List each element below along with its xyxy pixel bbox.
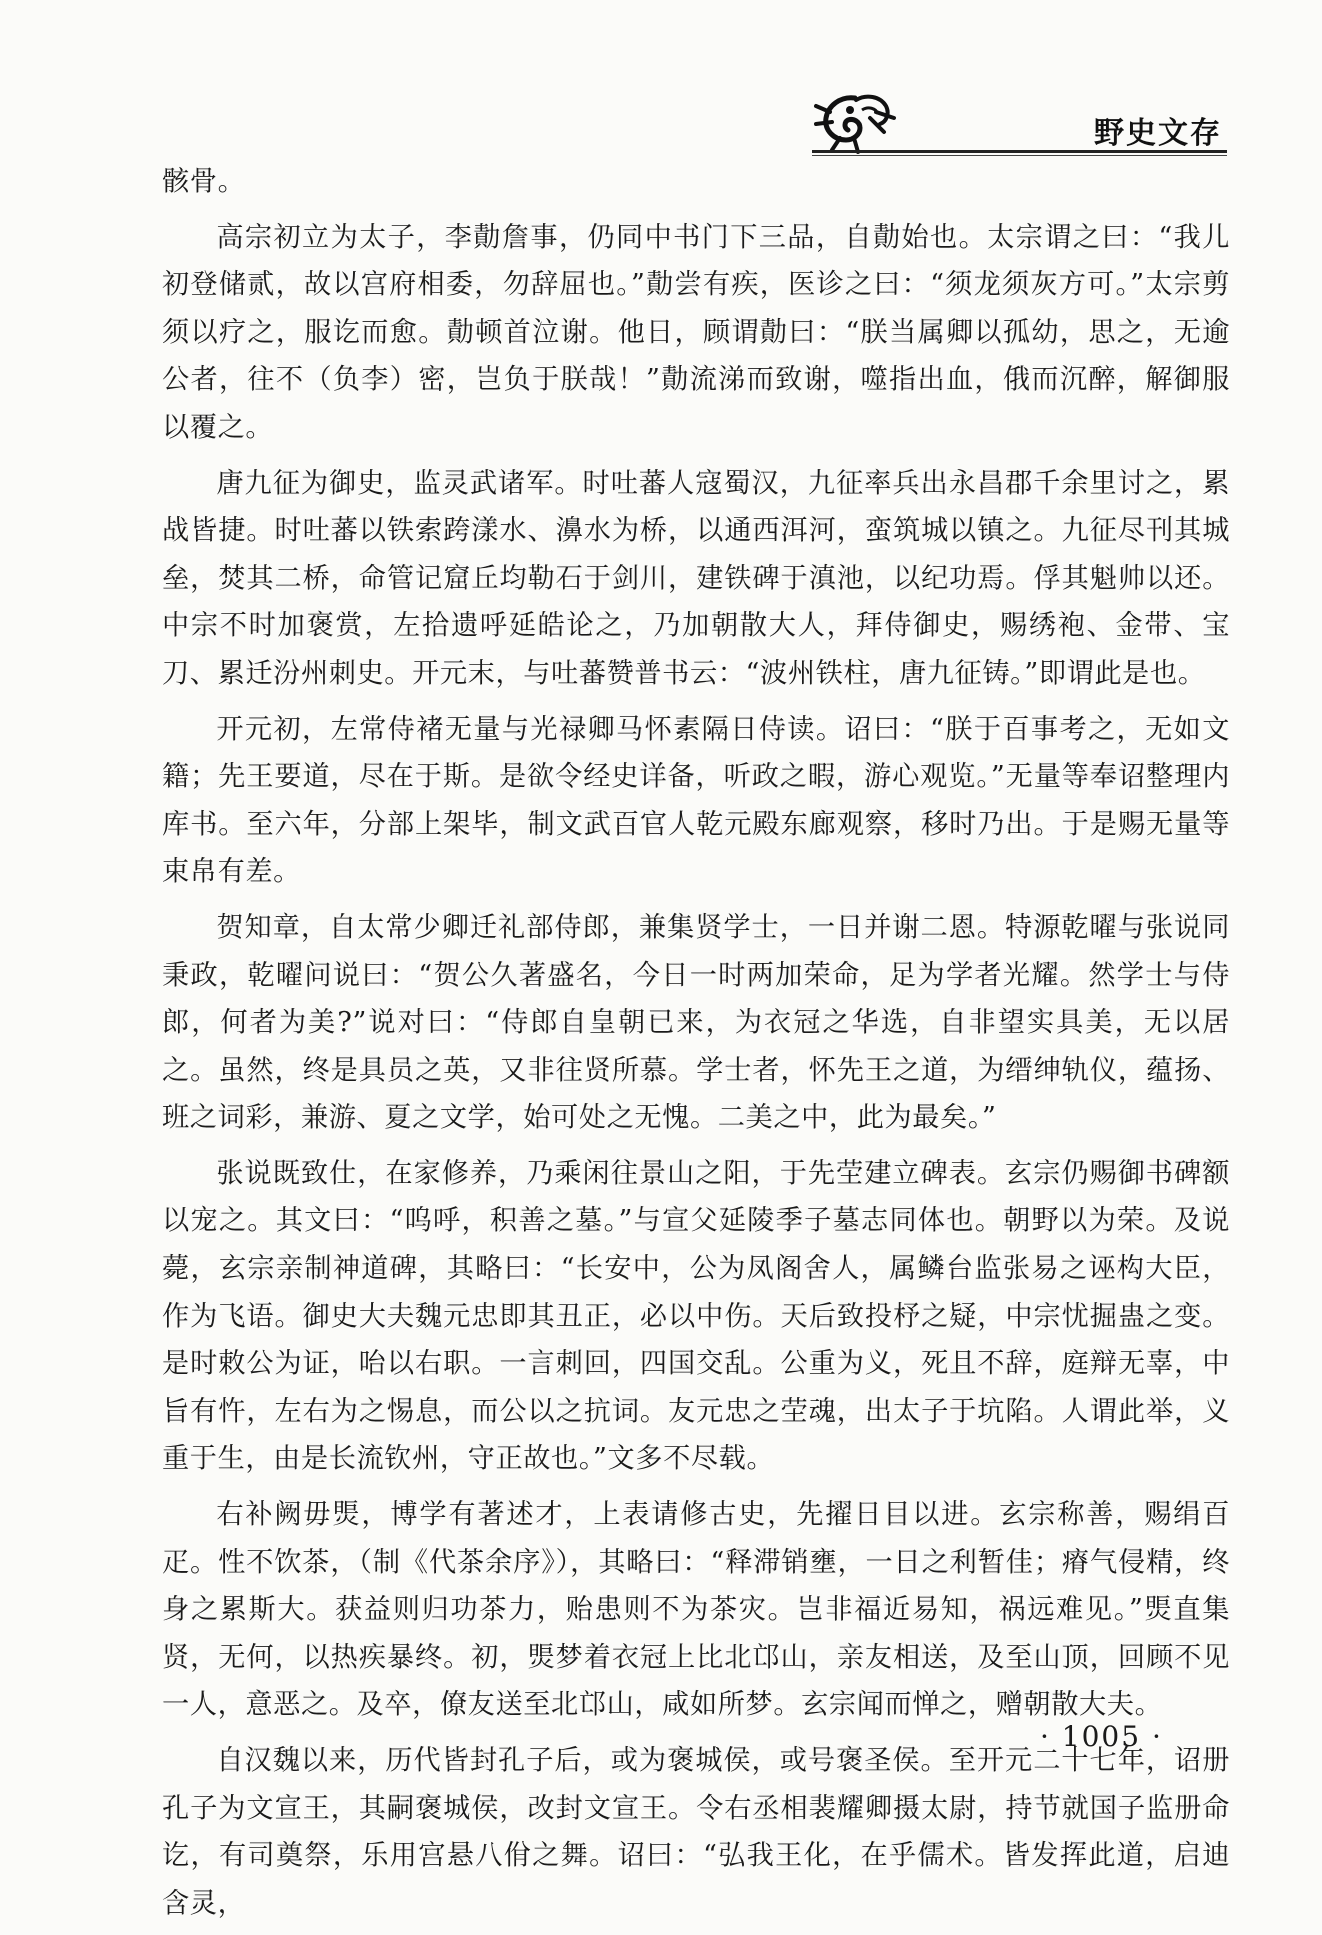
header-rule-thin	[812, 155, 1227, 156]
paragraph: 右补阙毋煚，博学有著述才，上表请修古史，先擢日目以进。玄宗称善，赐绢百疋。性不饮茶，（制《代茶余序》），其略曰：“释滞销壅，一日之利暂佳；瘠气侵精，终身之累斯大。获益则归功茶力，贻患则不为茶灾。岂非福近易知，祸远难见。”煚直集贤，无何，以热疾暴终。初，煚梦着衣冠上比北邙山，亲友相送，及至山顶，回顾不见一人，意恶之。及卒，僚友送至北邙山，咸如所梦。玄宗闻而惮之，赠朝散大夫。	[162, 1499, 1230, 1721]
paragraph: 开元初，左常侍褚无量与光禄卿马怀素隔日侍读。诏曰：“朕于百事考之，无如文籍；先王要道，尽在于斯。是欲令经史详备，听政之暇，游心观览。”无量等奉诏整理内库书。至六年，分部上架毕，制文武百官人乾元殿东廊观察，移时乃出。于是赐无量等束帛有差。	[162, 713, 1230, 888]
paragraph: 自汉魏以来，历代皆封孔子后，或为褒城侯，或号褒圣侯。至开元二十七年，诏册孔子为文宣王，其嗣褒城侯，改封文宣王。令右丞相裴耀卿摄太尉，持节就国子监册命讫，有司奠祭，乐用宫悬八佾之舞。诏曰：“弘我王化，在乎儒术。皆发挥此道，启迪含灵，	[162, 1745, 1230, 1919]
running-header	[810, 88, 1230, 158]
body-text	[162, 158, 1230, 1935]
page-number: · 1005 ·	[1040, 1720, 1163, 1753]
paragraph: 骸骨。	[162, 166, 246, 197]
running-title: 野史文存	[1094, 116, 1222, 151]
dragon-emblem-icon	[810, 88, 900, 156]
paragraph: 张说既致仕，在家修养，乃乘闲往景山之阳，于先茔建立碑表。玄宗仍赐御书碑额以宠之。其文曰：“呜呼，积善之墓。”与宣父延陵季子墓志同体也。朝野以为荣。及说薨，玄宗亲制神道碑，其略曰：“长安中，公为凤阁舍人，属鳞台监张易之诬构大臣，作为飞语。御史大夫魏元忠即其丑正，必以中伤。天后致投杼之疑，中宗忧掘蛊之变。是时敕公为证，咍以右职。一言刺回，四国交乱。公重为义，死且不辞，庭辩无辜，中旨有忤，左右为之惕息，而公以之抗词。友元忠之茔魂，出太子于坑陷。人谓此举，义重于生，由是长流钦州，守正故也。”文多不尽载。	[162, 1157, 1230, 1475]
header-rule	[812, 150, 1227, 153]
paragraph: 高宗初立为太子，李勣詹事，仍同中书门下三品，自勣始也。太宗谓之曰：“我儿初登储贰，故以宫府相委，勿辞屈也。”勣尝有疾，医诊之曰：“须龙须灰方可。”太宗剪须以疗之，服讫而愈。勣顿首泣谢。他日，顾谓勣曰：“朕当属卿以孤幼，思之，无逾公者，往不（负李）密，岂负于朕哉！”勣流涕而致谢，噬指出血，俄而沉醉，解御服以覆之。	[162, 221, 1230, 443]
paragraph: 唐九征为御史，监灵武诸军。时吐蕃人寇蜀汉，九征率兵出永昌郡千余里讨之，累战皆捷。时吐蕃以铁索跨漾水、濞水为桥，以通西洱河，蛮筑城以镇之。九征尽刊其城垒，焚其二桥，命管记窟丘均勒石于剑川，建铁碑于滇池，以纪功焉。俘其魁帅以还。中宗不时加褒赏，左拾遗呼延皓论之，乃加朝散大人，拜侍御史，赐绣袍、金带、宝刀、累迁汾州刺史。开元末，与吐蕃赞普书云：“波州铁柱，唐九征铸。”即谓此是也。	[162, 467, 1230, 689]
paragraph: 贺知章，自太常少卿迁礼部侍郎，兼集贤学士，一日并谢二恩。特源乾曜与张说同秉政，乾曜问说曰：“贺公久著盛名，今日一时两加荣命，足为学者光耀。然学士与侍郎，何者为美?”说对曰：“侍郎自皇朝已来，为衣冠之华选，自非望实具美，无以居之。虽然，终是具员之英，又非往贤所慕。学士者，怀先王之道，为缙绅轨仪，蕴扬、班之词彩，兼游、夏之文学，始可处之无愧。二美之中，此为最矣。”	[162, 911, 1230, 1134]
